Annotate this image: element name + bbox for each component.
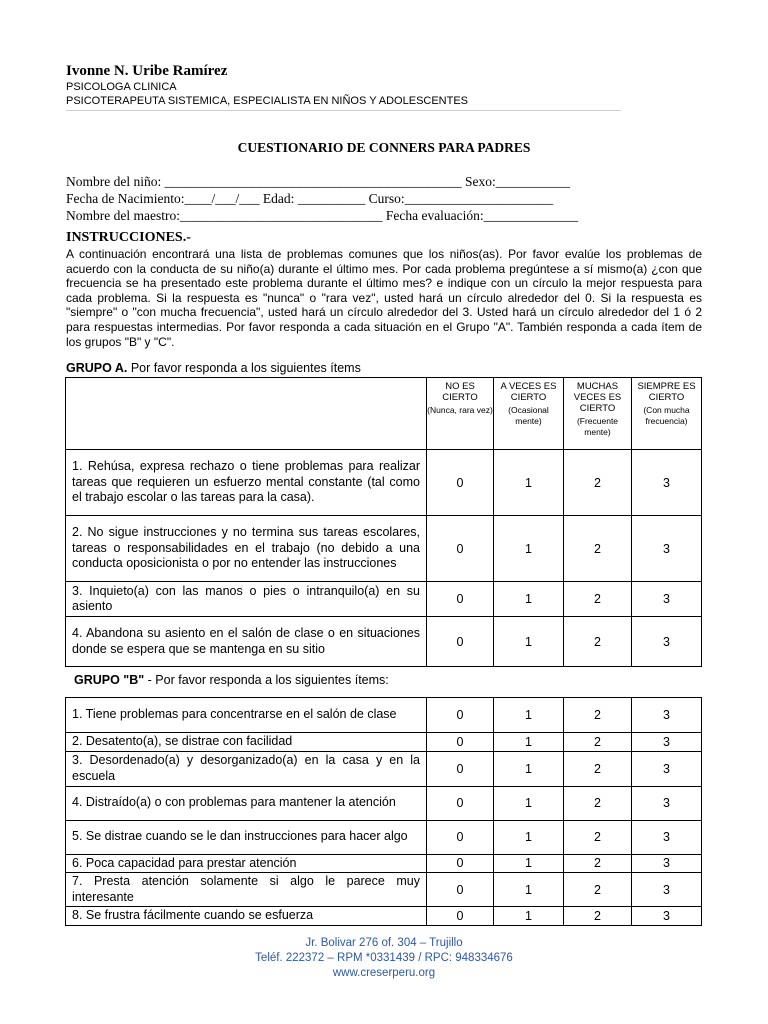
option-1[interactable]: 1 [494, 854, 564, 873]
item-text: 2. Desatento(a), se distrae con facilidad [66, 733, 427, 752]
form-line-teacher[interactable]: Nombre del maestro:______________________________ Fecha evaluación:______________ [66, 208, 579, 223]
table-row [66, 450, 702, 516]
footer-website[interactable]: www.creserperu.org [332, 967, 436, 979]
option-2[interactable]: 2 [564, 786, 632, 820]
table-row [66, 582, 702, 617]
table-row [66, 698, 702, 733]
table-row [66, 733, 702, 752]
instructions-body: A continuación encontrará una lista de problemas comunes que los niños(as). Por favor evalúe los problemas de acuerdo con la conducta de su niño(a) durante el último mes. Por cada problema pregúntese a sí mismo(a) ¿con que frecuencia se ha presentado este problema durante el último mes? e indique con un círculo la mejor respuesta para cada problema. Si la respuesta es "nunca" o "rara vez", usted hará un círculo alrededor del 0. Si la respuesta es "siempre" o "con mucha frecuencia", usted hará un círculo alrededor del 3. Usted hará un círculo alrededor del 1 ó 2 para respuestas intermedias. Por favor responda a cada situación en el Grupo "A". También responda a cada ítem de los grupos "B" y "C". [66, 247, 702, 349]
option-3[interactable]: 3 [632, 820, 702, 854]
option-2[interactable]: 2 [564, 854, 632, 873]
option-3[interactable]: 3 [632, 698, 702, 733]
group-b-label: GRUPO "B" [74, 673, 145, 687]
header-siempre: SIEMPRE ES CIERTO (Con mucha frecuencia) [632, 378, 702, 450]
option-0[interactable]: 0 [427, 516, 494, 582]
option-2[interactable]: 2 [564, 751, 632, 786]
option-3[interactable]: 3 [632, 733, 702, 752]
header-muchas-veces: MUCHAS VECES ES CIERTO (Frecuente mente) [564, 378, 632, 450]
option-2[interactable]: 2 [564, 450, 632, 516]
table-row [66, 820, 702, 854]
option-1[interactable]: 1 [494, 751, 564, 786]
option-3[interactable]: 3 [632, 582, 702, 617]
group-b-subtitle: - Por favor responda a los siguientes ítems: [144, 673, 389, 687]
option-0[interactable]: 0 [427, 786, 494, 820]
option-2[interactable]: 2 [564, 617, 632, 667]
option-2[interactable]: 2 [564, 733, 632, 752]
table-row [66, 873, 702, 907]
option-1[interactable]: 1 [494, 698, 564, 733]
option-0[interactable]: 0 [427, 907, 494, 926]
item-text: 3. Inquieto(a) con las manos o pies o intranquilo(a) en su asiento [66, 582, 427, 617]
item-text: 4. Abandona su asiento en el salón de clase o en situaciones donde se espera que se mantenga en su sitio [66, 617, 427, 667]
table-row [66, 617, 702, 667]
option-1[interactable]: 1 [494, 582, 564, 617]
option-2[interactable]: 2 [564, 907, 632, 926]
item-text: 7. Presta atención solamente si algo le parece muy interesante [66, 873, 427, 907]
option-3[interactable]: 3 [632, 751, 702, 786]
header-a-veces: A VECES ES CIERTO (Ocasional mente) [494, 378, 564, 450]
option-0[interactable]: 0 [427, 617, 494, 667]
group-a-header-row [66, 378, 702, 450]
option-2[interactable]: 2 [564, 820, 632, 854]
option-2[interactable]: 2 [564, 698, 632, 733]
group-a-table [65, 377, 702, 667]
item-text: 4. Distraído(a) o con problemas para mantener la atención [66, 786, 427, 820]
letterhead [66, 62, 621, 108]
option-1[interactable]: 1 [494, 733, 564, 752]
group-b-heading [74, 673, 389, 687]
form-line-child-name[interactable]: Nombre del niño: ____________________________________________ Sexo:___________ [66, 174, 570, 189]
footer-address: Jr. Bolivar 276 of. 304 – Trujillo [305, 937, 463, 949]
option-1[interactable]: 1 [494, 820, 564, 854]
option-0[interactable]: 0 [427, 854, 494, 873]
document-title: CUESTIONARIO DE CONNERS PARA PADRES [237, 140, 531, 155]
header-blank-cell [66, 378, 427, 450]
footer-phones: Teléf. 222372 – RPM *0331439 / RPC: 948334676 [255, 952, 513, 964]
group-a-subtitle: Por favor responda a los siguientes ítems [127, 361, 361, 375]
option-3[interactable]: 3 [632, 907, 702, 926]
table-row [66, 786, 702, 820]
option-3[interactable]: 3 [632, 786, 702, 820]
table-row [66, 907, 702, 926]
option-1[interactable]: 1 [494, 873, 564, 907]
instructions-title: INSTRUCCIONES.- [66, 230, 191, 245]
header-no-es-cierto: NO ES CIERTO (Nunca, rara vez) [427, 378, 494, 450]
group-a-label: GRUPO A. [66, 361, 128, 375]
option-0[interactable]: 0 [427, 582, 494, 617]
option-0[interactable]: 0 [427, 873, 494, 907]
option-2[interactable]: 2 [564, 582, 632, 617]
option-1[interactable]: 1 [494, 617, 564, 667]
option-3[interactable]: 3 [632, 617, 702, 667]
form-line-birth-date[interactable]: Fecha de Nacimiento:____/___/___ Edad: __________ Curso:______________________ [66, 191, 554, 206]
option-3[interactable]: 3 [632, 450, 702, 516]
item-text: 3. Desordenado(a) y desorganizado(a) en la casa y en la escuela [66, 751, 427, 786]
option-1[interactable]: 1 [494, 516, 564, 582]
group-a-heading [66, 361, 361, 375]
specialty: PSICOTERAPEUTA SISTEMICA, ESPECIALISTA EN NIÑOS Y ADOLESCENTES [66, 95, 469, 107]
option-0[interactable]: 0 [427, 820, 494, 854]
option-1[interactable]: 1 [494, 907, 564, 926]
item-text: 1. Tiene problemas para concentrarse en el salón de clase [66, 698, 427, 733]
item-text: 2. No sigue instrucciones y no termina sus tareas escolares, tareas o responsabilidades en el trabajo (no debido a una conducta oposicionista o por no entender las instrucciones [66, 516, 427, 582]
group-b-table [65, 697, 702, 926]
item-text: 5. Se distrae cuando se le dan instrucciones para hacer algo [66, 820, 427, 854]
item-text: 6. Poca capacidad para prestar atención [66, 854, 427, 873]
item-text: 8. Se frustra fácilmente cuando se esfuerza [66, 907, 427, 926]
option-0[interactable]: 0 [427, 733, 494, 752]
option-0[interactable]: 0 [427, 751, 494, 786]
option-3[interactable]: 3 [632, 873, 702, 907]
table-row [66, 854, 702, 873]
table-row [66, 751, 702, 786]
option-0[interactable]: 0 [427, 450, 494, 516]
option-0[interactable]: 0 [427, 698, 494, 733]
option-2[interactable]: 2 [564, 516, 632, 582]
profession: PSICOLOGA CLINICA [66, 81, 177, 93]
option-1[interactable]: 1 [494, 786, 564, 820]
table-row [66, 516, 702, 582]
header-divider [66, 110, 621, 111]
option-3[interactable]: 3 [632, 854, 702, 873]
item-text: 1. Rehúsa, expresa rechazo o tiene problemas para realizar tareas que requieren un esfuerzo mental constante (tal como el trabajo escolar o las tareas para la casa). [66, 450, 427, 516]
author-name: Ivonne N. Uribe Ramírez [66, 63, 228, 79]
option-3[interactable]: 3 [632, 516, 702, 582]
option-2[interactable]: 2 [564, 873, 632, 907]
option-1[interactable]: 1 [494, 450, 564, 516]
